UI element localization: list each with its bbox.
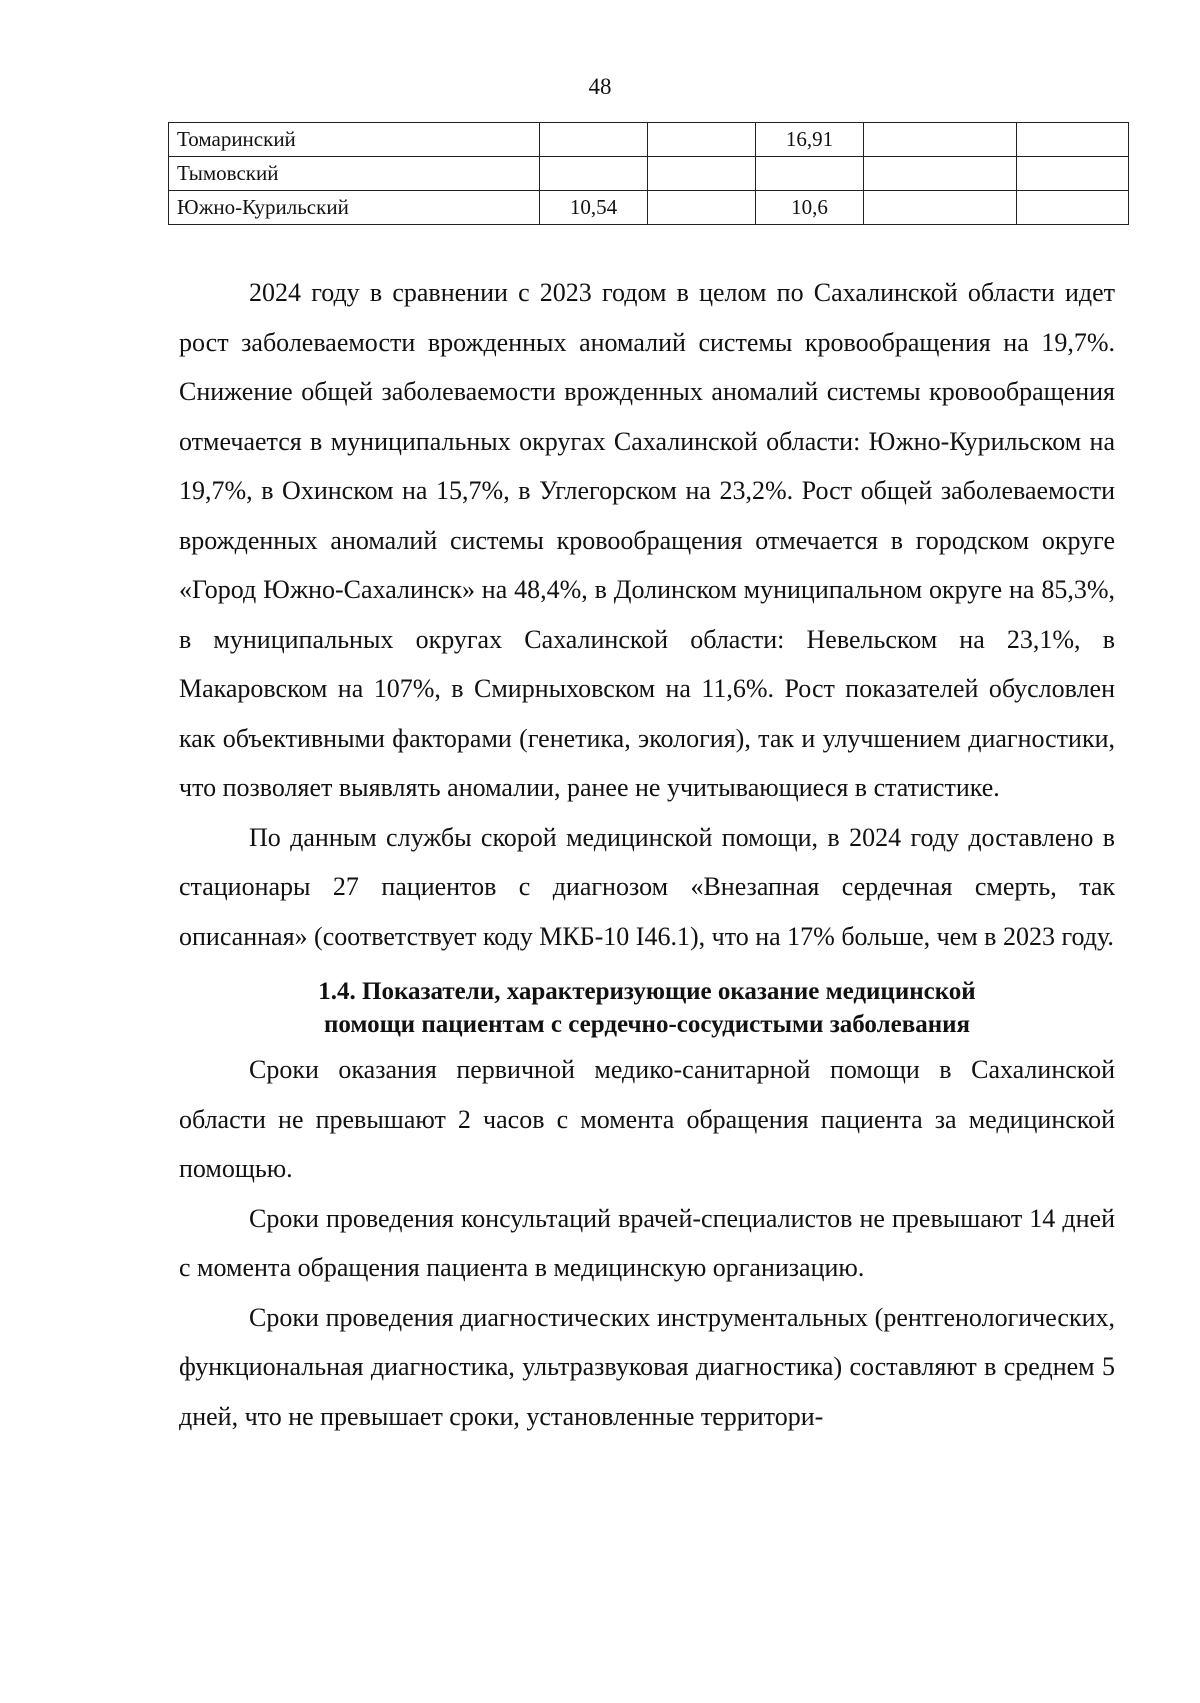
table-cell: [1017, 157, 1129, 191]
table-cell: [540, 123, 648, 157]
paragraph-sudden-cardiac-death: По данным службы скорой медицинской помощи, в 2024 году доставлено в стационары 27 пациентов с диагнозом «Внезапная сердечная смерть, так описанная» (соответствует коду МКБ-10 I46.1), что на 17% больше, чем в 2023 году.: [179, 822, 1115, 951]
table-cell: 10,54: [540, 191, 648, 225]
table-cell: [864, 157, 1017, 191]
table-cell: [648, 157, 756, 191]
table-cell: [648, 191, 756, 225]
table-cell-region: Тымовский: [169, 157, 540, 191]
table-cell: [864, 123, 1017, 157]
table-cell: [864, 191, 1017, 225]
section-heading: [179, 975, 1115, 1041]
table-cell: 16,91: [756, 123, 864, 157]
paragraph-congenital-anomalies: 2024 году в сравнении с 2023 годом в целом по Сахалинской области идет рост заболеваемости врожденных аномалий системы кровообращения на 19,7%. Снижение общей заболеваемости врожденных аномалий системы кровообращения отмечается в муниципальных округах Сахалинской области: Южно-Курильском на 19,7%, в Охинском на 15,7%, в Углегорском на 23,2%. Рост общей заболеваемости врожденных аномалий системы кровообращения отмечается в городском округе «Город Южно-Сахалинск» на 48,4%, в Долинском муниципальном округе на 85,3%, в муниципальных округах Сахалинской области: Невельском на 23,1%, в Макаровском на 107%, в Смирныховском на 11,6%. Рост показателей обусловлен как объективными факторами (генетика, экология), так и улучшением диагностики, что позволяет выявлять аномалии, ранее не учитывающиеся в статистике.: [179, 278, 1115, 802]
page-number: 48: [588, 74, 612, 99]
table-cell: [1017, 191, 1129, 225]
morbidity-table-fragment: [168, 122, 1129, 225]
paragraph-consultation-terms: Сроки проведения консультаций врачей-специалистов не превышают 14 дней с момента обращения пациента в медицинскую организацию.: [179, 1203, 1115, 1282]
table-cell: [540, 157, 648, 191]
paragraph-primary-care-terms: Сроки оказания первичной медико-санитарной помощи в Сахалинской области не превышают 2 часов с момента обращения пациента за медицинской помощью.: [179, 1055, 1115, 1183]
document-body: [179, 268, 1115, 1441]
table-cell: [1017, 123, 1129, 157]
table-row: [169, 191, 1129, 225]
table-cell-region: Томаринский: [169, 123, 540, 157]
table-row: [169, 123, 1129, 157]
table-cell: [756, 157, 864, 191]
table-cell: 10,6: [756, 191, 864, 225]
table-cell: [648, 123, 756, 157]
data-table: [168, 122, 1129, 225]
section-heading-line-2: помощи пациентам с сердечно-сосудистыми заболевания: [323, 1011, 971, 1038]
paragraph-diagnostic-terms: Сроки проведения диагностических инструментальных (рентгенологических, функциональная диагностика, ультразвуковая диагностика) составляют в среднем 5 дней, что не превышает сроки, установленные территори-: [179, 1302, 1115, 1431]
section-heading-line-1: 1.4. Показатели, характеризующие оказание медицинской: [318, 978, 976, 1005]
table-row: [169, 157, 1129, 191]
table-cell-region: Южно-Курильский: [169, 191, 540, 225]
